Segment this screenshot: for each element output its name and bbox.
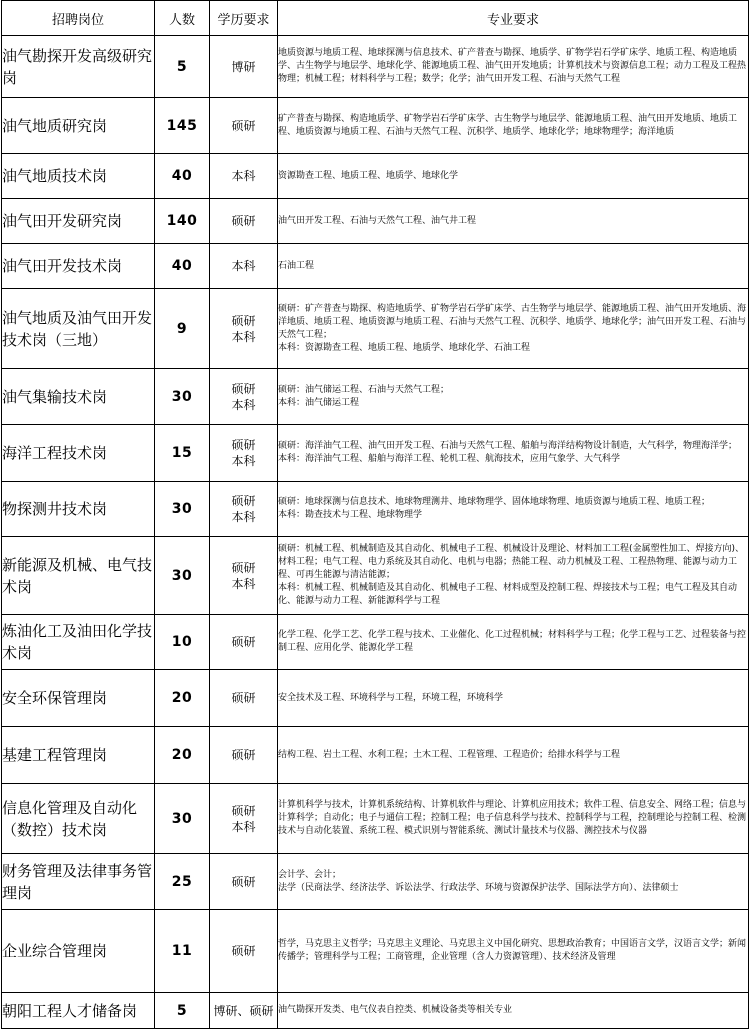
- education-cell: 硕研 本科: [210, 537, 278, 615]
- count-cell: 10: [155, 615, 210, 670]
- position-cell: 油气田开发技术岗: [2, 244, 155, 289]
- position-cell: 物探测井技术岗: [2, 482, 155, 537]
- count-cell: 15: [155, 425, 210, 482]
- position-cell: 朝阳工程人才储备岗: [2, 993, 155, 1029]
- education-cell: 硕研 本科: [210, 369, 278, 425]
- table-row: [2, 537, 749, 615]
- education-cell: 硕研: [210, 910, 278, 993]
- count-cell: 5: [155, 36, 210, 98]
- table-row: [2, 244, 749, 289]
- position-cell: 油气地质研究岗: [2, 98, 155, 154]
- table-row: [2, 727, 749, 784]
- major-cell: 矿产普查与勘探、构造地质学、矿物学岩石学矿床学、古生物学与地层学、能源地质工程、油气田开发地质、地质工程、地质资源与地质工程、石油与天然气工程、沉积学、地质学、地球化学；地球物理学；海洋地质: [278, 98, 749, 154]
- table-row: [2, 199, 749, 244]
- education-cell: 硕研: [210, 199, 278, 244]
- count-cell: 20: [155, 670, 210, 727]
- position-cell: 海洋工程技术岗: [2, 425, 155, 482]
- count-cell: 9: [155, 289, 210, 369]
- major-cell: 哲学，马克思主义哲学；马克思主义理论、马克思主义中国化研究、思想政治教育；中国语言文学，汉语言文学；新闻传播学；管理科学与工程；工商管理，企业管理（含人力资源管理）、技术经济及管理: [278, 910, 749, 993]
- table-row: [2, 289, 749, 369]
- major-cell: 油气勘探开发类、电气仪表自控类、机械设备类等相关专业: [278, 993, 749, 1029]
- count-cell: 30: [155, 369, 210, 425]
- position-cell: 新能源及机械、电气技术岗: [2, 537, 155, 615]
- position-cell: 安全环保管理岗: [2, 670, 155, 727]
- education-cell: 硕研: [210, 615, 278, 670]
- position-cell: 油气集输技术岗: [2, 369, 155, 425]
- count-cell: 30: [155, 537, 210, 615]
- header-major: 专业要求: [278, 1, 749, 36]
- position-cell: 油气地质技术岗: [2, 154, 155, 199]
- major-cell: 硕研：矿产普查与勘探、构造地质学、矿物学岩石学矿床学、古生物学与地层学、能源地质工程、油气田开发地质、海洋地质、地质工程、地质资源与地质工程、石油与天然气工程、沉积学、地质学、地球化学；油气田开发工程、石油与天然气工程； 本科：资源勘查工程、地质工程、地质学、地球化学、石油工程: [278, 289, 749, 369]
- table-row: [2, 615, 749, 670]
- position-cell: 炼油化工及油田化学技术岗: [2, 615, 155, 670]
- education-cell: 硕研: [210, 670, 278, 727]
- table-row: [2, 784, 749, 854]
- position-cell: 企业综合管理岗: [2, 910, 155, 993]
- education-cell: 硕研: [210, 98, 278, 154]
- table-row: [2, 482, 749, 537]
- position-cell: 基建工程管理岗: [2, 727, 155, 784]
- major-cell: 硕研：油气储运工程、石油与天然气工程； 本科：油气储运工程: [278, 369, 749, 425]
- education-cell: 博研: [210, 36, 278, 98]
- count-cell: 40: [155, 154, 210, 199]
- major-cell: 结构工程、岩土工程、水利工程；土木工程、工程管理、工程造价；给排水科学与工程: [278, 727, 749, 784]
- count-cell: 40: [155, 244, 210, 289]
- table-row: [2, 36, 749, 98]
- header-row: [2, 1, 749, 36]
- count-cell: 145: [155, 98, 210, 154]
- count-cell: 20: [155, 727, 210, 784]
- count-cell: 30: [155, 784, 210, 854]
- count-cell: 5: [155, 993, 210, 1029]
- count-cell: 25: [155, 854, 210, 910]
- table-row: [2, 369, 749, 425]
- major-cell: 油气田开发工程、石油与天然气工程、油气井工程: [278, 199, 749, 244]
- count-cell: 30: [155, 482, 210, 537]
- major-cell: 石油工程: [278, 244, 749, 289]
- header-count: 人数: [155, 1, 210, 36]
- table-row: [2, 670, 749, 727]
- position-cell: 油气田开发研究岗: [2, 199, 155, 244]
- table-row: [2, 910, 749, 993]
- major-cell: 硕研：海洋油气工程、油气田开发工程、石油与天然气工程、船舶与海洋结构物设计制造，大气科学，物理海洋学； 本科：海洋油气工程、船舶与海洋工程、轮机工程、航海技术，应用气象学、大气科学: [278, 425, 749, 482]
- table-row: [2, 154, 749, 199]
- table-row: [2, 854, 749, 910]
- education-cell: 硕研: [210, 854, 278, 910]
- major-cell: 安全技术及工程、环境科学与工程，环境工程，环境科学: [278, 670, 749, 727]
- major-cell: 会计学、会计； 法学（民商法学、经济法学、诉讼法学、行政法学、环境与资源保护法学、国际法学方向）、法律硕士: [278, 854, 749, 910]
- position-cell: 信息化管理及自动化（数控）技术岗: [2, 784, 155, 854]
- recruitment-table: [1, 0, 749, 1029]
- position-cell: 油气勘探开发高级研究岗: [2, 36, 155, 98]
- header-position: 招聘岗位: [2, 1, 155, 36]
- education-cell: 博研、硕研: [210, 993, 278, 1029]
- count-cell: 140: [155, 199, 210, 244]
- major-cell: 硕研：机械工程、机械制造及其自动化、机械电子工程、机械设计及理论、材料加工工程(金属塑性加工、焊接方向)、材料工程；电气工程、电力系统及其自动化、电机与电器；热能工程、动力机械及工程、工程热物理、能源与动力工程、可再生能源与清洁能源； 本科：机械工程、机械制造及其自动化、机械电子工程、材料成型及控制工程、焊接技术与工程；电气工程及其自动化、能源与动力工程、新能源科学与工程: [278, 537, 749, 615]
- education-cell: 硕研: [210, 727, 278, 784]
- count-cell: 11: [155, 910, 210, 993]
- position-cell: 财务管理及法律事务管理岗: [2, 854, 155, 910]
- position-cell: 油气地质及油气田开发技术岗（三地）: [2, 289, 155, 369]
- major-cell: 化学工程、化学工艺、化学工程与技术、工业催化、化工过程机械；材料科学与工程；化学工程与工艺、过程装备与控制工程、应用化学、能源化学工程: [278, 615, 749, 670]
- education-cell: 本科: [210, 244, 278, 289]
- table-body: [2, 36, 749, 1029]
- education-cell: 硕研 本科: [210, 482, 278, 537]
- table-header: [2, 1, 749, 36]
- education-cell: 硕研 本科: [210, 425, 278, 482]
- education-cell: 硕研 本科: [210, 289, 278, 369]
- table-row: [2, 993, 749, 1029]
- major-cell: 硕研：地球探测与信息技术、地球物理测井、地球物理学、固体地球物理、地质资源与地质工程、地质工程； 本科：勘查技术与工程、地球物理学: [278, 482, 749, 537]
- education-cell: 本科: [210, 154, 278, 199]
- table-row: [2, 425, 749, 482]
- table-row: [2, 98, 749, 154]
- education-cell: 硕研 本科: [210, 784, 278, 854]
- major-cell: 计算机科学与技术，计算机系统结构、计算机软件与理论、计算机应用技术；软件工程、信息安全、网络工程；信息与计算科学；自动化；电子与通信工程；控制工程；电子信息科学与技术、控制科学与工程，控制理论与控制工程、检测技术与自动化装置、系统工程、模式识别与智能系统、测试计量技术与仪器、测控技术与仪器: [278, 784, 749, 854]
- major-cell: 资源勘查工程、地质工程、地质学、地球化学: [278, 154, 749, 199]
- major-cell: 地质资源与地质工程、地球探测与信息技术、矿产普查与勘探、地质学、矿物学岩石学矿床学、地质工程、构造地质学、古生物学与地层学、地球化学、能源地质工程、油气田开发地质；计算机技术与资源信息工程；动力工程及工程热物理；机械工程；材料科学与工程；数学；化学；油气田开发工程、石油与天然气工程: [278, 36, 749, 98]
- header-education: 学历要求: [210, 1, 278, 36]
